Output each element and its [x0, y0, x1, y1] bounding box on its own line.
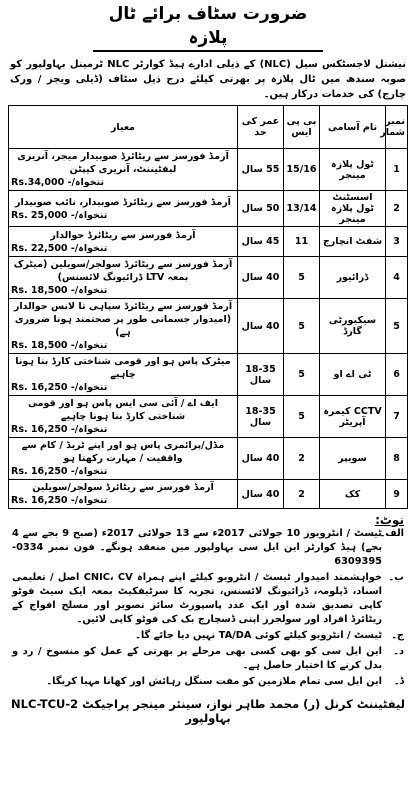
criteria-cell [9, 480, 238, 509]
criteria-cell [9, 191, 238, 227]
note-text: ٹیسٹ / انٹرویو کیلئے کوئی TA/DA نہیں دیا جائے گا۔ [135, 630, 382, 641]
criteria-text: آرمڈ فورسز سے ریٹائرڈ سولجر/سویلین [32, 482, 214, 493]
serial-cell: 5 [386, 299, 408, 354]
signature-line: لیفٹیننٹ کرنل (ر) محمد طاہر نواز، سینئر مینجر پراجیکٹ NLC-TCU-2 بہاولپور [11, 697, 405, 725]
bps-cell: 15/16 [284, 149, 320, 191]
criteria-text: آرمڈ فورسز سے ریٹائرڈ صوبیدار میجر، آنریری لیفٹیننٹ، آنریری کیپٹن [17, 151, 229, 175]
bps-cell: 11 [284, 227, 320, 257]
bps-cell: 5 [284, 396, 320, 438]
age-cell: 40 سال [238, 438, 284, 480]
salary-text: تنخواہ/- Rs. 18,500 [11, 285, 108, 296]
age-cell: 45 سال [238, 227, 284, 257]
salary-text: تنخواہ/- Rs.34,000 [11, 177, 105, 188]
notes-list [12, 527, 404, 689]
note-item [12, 629, 404, 643]
post-cell: کک [320, 480, 386, 509]
table-row [9, 227, 408, 257]
post-cell: سیکیورٹی گارڈ [320, 299, 386, 354]
header-bps: بی پی ایس [284, 106, 320, 149]
salary-text: تنخواہ/- Rs. 18,500 [11, 340, 108, 351]
criteria-cell [9, 396, 238, 438]
salary-text: تنخواہ/- Rs. 22,500 [11, 242, 108, 254]
age-cell: 40 سال [238, 257, 284, 299]
salary-text: تنخواہ/- Rs. 16,250 [11, 424, 108, 435]
serial-cell: 1 [386, 149, 408, 191]
table-header-row [9, 106, 408, 149]
serial-cell: 8 [386, 438, 408, 480]
age-cell: 40 سال [238, 480, 284, 509]
table-row [9, 299, 408, 354]
serial-cell: 9 [386, 480, 408, 509]
post-cell: ٹول پلازہ مینجر [320, 149, 386, 191]
salary-text: تنخواہ/- Rs. 16,250 [11, 382, 108, 393]
criteria-text: آرمڈ فورسز سے ریٹائرڈ حوالدار [50, 229, 196, 241]
criteria-cell [9, 257, 238, 299]
staff-table [8, 105, 408, 509]
bps-cell: 5 [284, 257, 320, 299]
criteria-cell [9, 299, 238, 354]
criteria-text: آرمڈ فورسز سے ریٹائرڈ صوبیدار، نائب صوبیدار [15, 196, 231, 208]
serial-cell: 2 [386, 191, 408, 227]
note-item [12, 527, 404, 569]
table-row [9, 438, 408, 480]
note-item [12, 675, 404, 689]
note-label: ب۔ [388, 572, 404, 583]
criteria-text: آرمڈ فورسز سے ریٹائرڈ سولجر/سویلین (میٹرک بمعہ LTV ڈرائیونگ لائسنس) [13, 259, 233, 283]
ad-intro: نیشنل لاجسٹکس سیل (NLC) کے ذیلی ادارے ہیڈ کوارٹر NLC ٹرمینل بہاولپور کو صوبہ سندھ میں ٹال پلازہ پر بھرتی کیلئے درج ذیل سٹاف (ڈیلی ویجز / ورک چارج) کی خدمات درکار ہیں۔ [10, 59, 406, 100]
note-text: ٹیسٹ / انٹرویوز 10 جولائی 2017ء سے 13 جولائی 2017ء (صبح 9 بجے سے 4 بجے) ہیڈ کوارٹر این ایل سی بہاولپور میں منعقد ہونگے۔ فون نمبر 0334-6309395 [12, 528, 382, 567]
note-item [12, 571, 404, 627]
note-label: ڈ۔ [393, 676, 404, 687]
note-label: د۔ [393, 646, 404, 657]
age-cell: 40 سال [238, 299, 284, 354]
header-serial-no: نمبر شمار [386, 106, 408, 149]
table-row [9, 480, 408, 509]
ad-title: ضرورت سٹاف برائے ٹال پلازہ [93, 2, 323, 52]
post-cell: اسسٹنٹ ٹول پلازہ مینجر [320, 191, 386, 227]
post-cell: ڈرائیور [320, 257, 386, 299]
note-label: الف۔ [379, 528, 404, 539]
age-cell: 55 سال [238, 149, 284, 191]
bps-cell: 5 [284, 299, 320, 354]
table-row [9, 354, 408, 396]
bps-cell: 13/14 [284, 191, 320, 227]
criteria-text: مڈل/پرائمری پاس ہو اور اپنے ٹریڈ / کام سے واقفیت / مہارت رکھتا ہو [21, 440, 225, 464]
note-item [12, 645, 404, 673]
bps-cell: 5 [284, 354, 320, 396]
bps-cell: 2 [284, 438, 320, 480]
post-cell: شفٹ انچارج [320, 227, 386, 257]
note-label: ج۔ [391, 630, 404, 641]
serial-cell: 7 [386, 396, 408, 438]
note-text: خواہشمند امیدوار ٹیسٹ / انٹرویو کیلئے اپنے ہمراہ CNIC، CV اصل / تعلیمی اسناد، ڈپلومہ، ڈرائیونگ لائسنس، تجربہ کا سرٹیفکیٹ بمعہ ایک سیٹ فوٹو کاپی تصدیق شدہ اور ایک عدد پاسپورٹ سائز تصویر اور مسلح افواج کے ریٹائرڈ افراد اور سولجرز اپنی ڈسچارج بک کی فوٹو کاپی لائیں۔ [12, 572, 382, 625]
table-row [9, 396, 408, 438]
advertisement-page [0, 2, 416, 800]
note-text: این ایل سی کو بھی کسی بھی مرحلے پر بھرتی کے عمل کو منسوخ / رد و بدل کرنے کا اختیار حاصل ہے۔ [12, 646, 382, 671]
salary-text: تنخواہ/- Rs. 16,250 [11, 466, 108, 477]
criteria-text: میٹرک پاس ہو اور قومی شناختی کارڈ بنا ہونا چاہیے [15, 356, 231, 380]
header-post-name: نام آسامی [320, 106, 386, 149]
table-row [9, 149, 408, 191]
criteria-cell [9, 149, 238, 191]
serial-cell: 3 [386, 227, 408, 257]
post-cell: سویپر [320, 438, 386, 480]
age-cell: 18-35 سال [238, 354, 284, 396]
criteria-cell [9, 227, 238, 257]
table-row [9, 191, 408, 227]
criteria-text: ایف اے / آئی سی ایس پاس ہو اور قومی شناختی کارڈ بنا ہونا چاہیے [28, 398, 218, 422]
age-cell: 50 سال [238, 191, 284, 227]
serial-cell: 6 [386, 354, 408, 396]
table-row [9, 257, 408, 299]
age-cell: 18-35 سال [238, 396, 284, 438]
post-cell: CCTV کیمرہ آپریٹر [320, 396, 386, 438]
criteria-cell [9, 438, 238, 480]
criteria-text: آرمڈ فورسز سے ریٹائرڈ سپاہی تا لانس حوالدار (امیدوار جسمانی طور پر صحتمند ہونا ضروری ہے) [13, 301, 233, 338]
criteria-cell [9, 354, 238, 396]
serial-cell: 4 [386, 257, 408, 299]
salary-text: تنخواہ/- Rs. 25,000 [11, 209, 108, 221]
salary-text: تنخواہ/- Rs. 16,250 [11, 495, 108, 506]
header-criteria: معیار [9, 106, 238, 149]
notes-heading: نوٹ: [375, 513, 404, 527]
header-age-limit: عمر کی حد [238, 106, 284, 149]
bps-cell: 2 [284, 480, 320, 509]
note-text: این ایل سی تمام ملازمین کو مفت سنگل رہائش اور کھانا مہیا کریگا۔ [46, 676, 382, 687]
post-cell: ٹی اے او [320, 354, 386, 396]
